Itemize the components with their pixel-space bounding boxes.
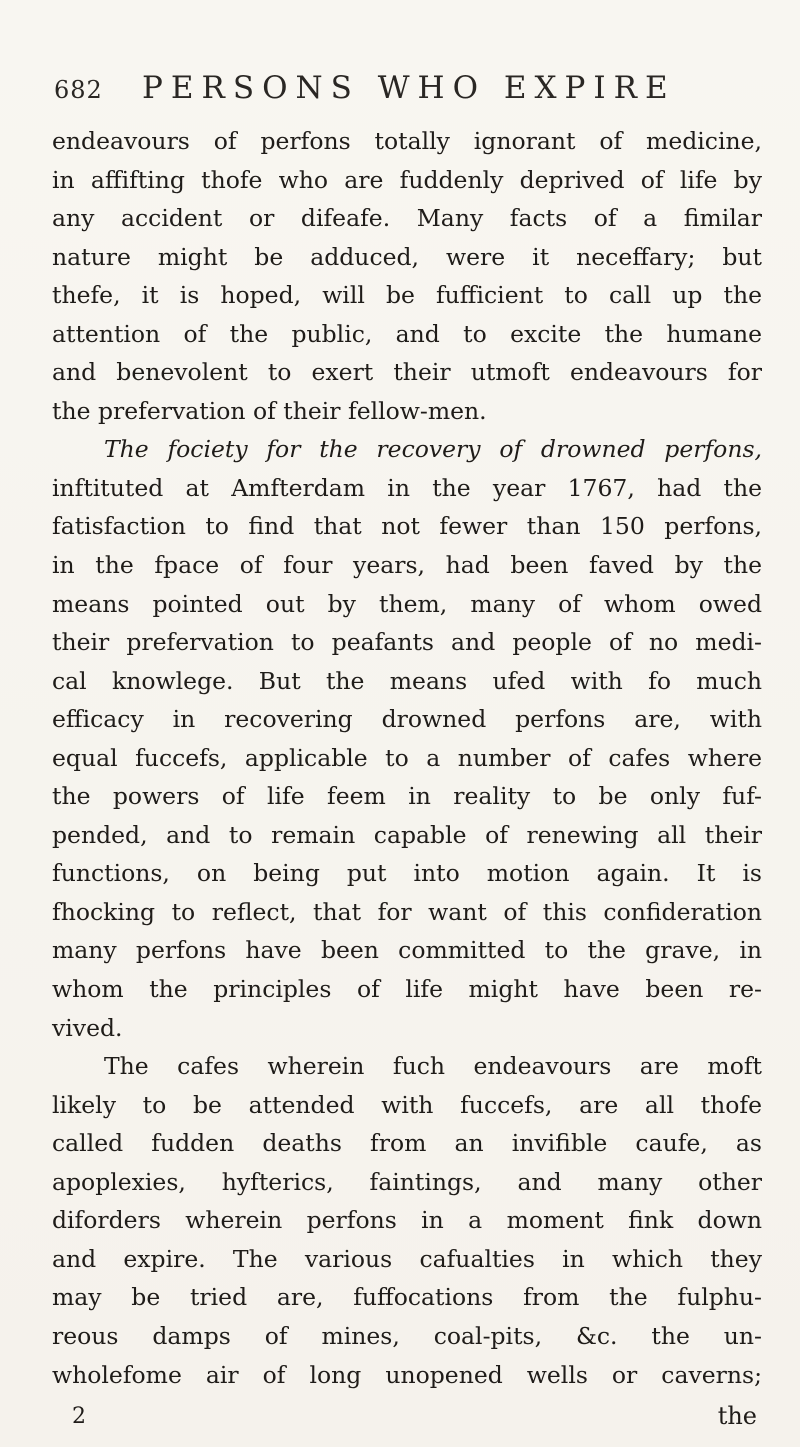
- page-number: 682: [54, 76, 103, 104]
- society-reference: The fociety for the recovery of drowned perfons,: [104, 435, 762, 464]
- text-line: called fudden deaths from an invifible caufe, as: [52, 1129, 762, 1158]
- text-line: likely to be attended with fuccefs, are all thofe: [52, 1090, 762, 1119]
- text-line: pended, and to remain capable of renewing all their: [52, 820, 762, 849]
- text-line: equal fuccefs, applicable to a number of cafes where: [52, 743, 762, 772]
- text-line: apoplexies, hyfterics, faintings, and many other: [52, 1167, 762, 1196]
- text-line: attention of the public, and to excite the humane: [52, 319, 762, 348]
- catchword: the: [717, 1402, 757, 1430]
- text-line: fatisfaction to find that not fewer than 150 perfons,: [52, 512, 762, 541]
- text-line: whom the principles of life might have been re-: [52, 975, 762, 1004]
- text-line: functions, on being put into motion again. It is: [52, 859, 762, 888]
- text-line: efficacy in recovering drowned perfons are, with: [52, 705, 762, 734]
- text-line: endeavours of perfons totally ignorant of medicine,: [52, 127, 762, 155]
- text-line: the prefervation of their fellow-men.: [52, 396, 487, 425]
- page-footer: [52, 1404, 762, 1438]
- text-line: in affifting thofe who are fuddenly deprived of life by: [52, 165, 762, 194]
- text-line: fhocking to reflect, that for want of this confideration: [52, 897, 762, 926]
- text-line: inftituted at Amfterdam in the year 1767, had the: [52, 473, 762, 502]
- text-line: many perfons have been committed to the grave, in: [52, 936, 762, 965]
- text-line: cal knowlege. But the means ufed with fo much: [52, 666, 762, 695]
- text-line: the powers of life feem in reality to be only fuf-: [52, 782, 762, 811]
- text-line: their prefervation to peafants and people of no medi-: [52, 628, 762, 657]
- text-line: and expire. The various cafualties in which they: [52, 1244, 762, 1273]
- running-head: [54, 62, 764, 108]
- text-line: diforders wherein perfons in a moment fink down: [52, 1206, 762, 1235]
- text-line: any accident or difeafe. Many facts of a fimilar: [52, 204, 762, 233]
- text-line: The cafes wherein fuch endeavours are moft: [104, 1052, 762, 1081]
- running-title: PERSONS WHO EXPIRE: [142, 70, 676, 106]
- text-line: means pointed out by them, many of whom owed: [52, 589, 762, 618]
- text-line: may be tried are, fuffocations from the fulphu-: [52, 1283, 762, 1312]
- text-line: wholefome air of long unopened wells or caverns;: [52, 1360, 762, 1389]
- text-line: reous damps of mines, coal-pits, &c. the un-: [52, 1321, 762, 1350]
- text-line: vived.: [52, 1013, 123, 1042]
- text-line: thefe, it is hoped, will be fufficient to call up the: [52, 281, 762, 310]
- text-line: [52, 430, 762, 468]
- text-line: and benevolent to exert their utmoft endeavours for: [52, 358, 762, 387]
- text-line: in the fpace of four years, had been faved by the: [52, 551, 762, 580]
- signature-mark: 2: [72, 1404, 86, 1429]
- text-line: nature might be adduced, were it neceffary; but: [52, 242, 762, 271]
- body-text: [52, 122, 762, 1394]
